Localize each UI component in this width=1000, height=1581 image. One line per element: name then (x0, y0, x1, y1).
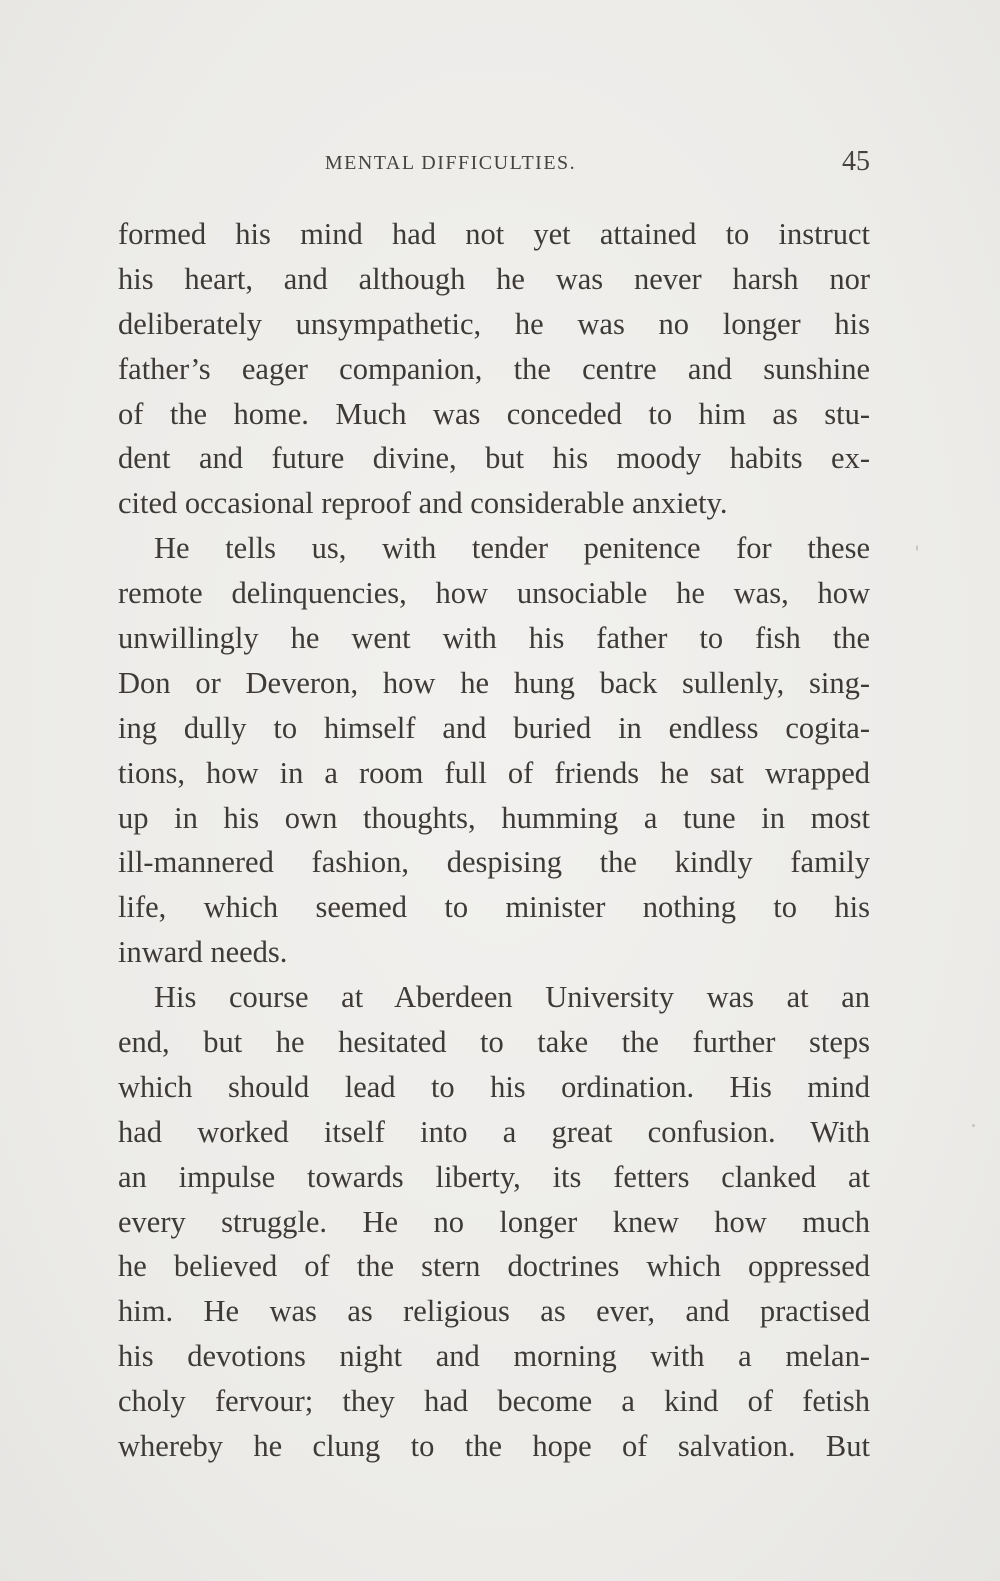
text-line: Don or Deveron, how he hung back sullenly, sing- (118, 665, 870, 700)
text-line: his heart, and although he was never harsh nor (118, 261, 870, 296)
text-line: inward needs. (118, 935, 288, 970)
text-line: choly fervour; they had become a kind of fetish (118, 1384, 870, 1419)
text-line: whereby he clung to the hope of salvation. But (118, 1429, 870, 1464)
text-line: remote delinquencies, how unsociable he was, how (118, 576, 870, 611)
text-line: tions, how in a room full of friends he sat wrapped (118, 755, 870, 790)
paragraph-first-line: He tells us, with tender penitence for these (154, 531, 870, 566)
text-line: ing dully to himself and buried in endless cogita- (118, 710, 870, 745)
text-line: every struggle. He no longer knew how much (118, 1204, 870, 1239)
text-line: which should lead to his ordination. His mind (118, 1069, 870, 1104)
paragraph-first-line: His course at Aberdeen University was at an (154, 980, 870, 1015)
text-line: deliberately unsympathetic, he was no longer his (118, 306, 870, 341)
page-number: 45 (842, 146, 870, 177)
body-text (118, 212, 870, 1469)
text-line: dent and future divine, but his moody habits ex- (118, 441, 870, 476)
text-line: ill-mannered fashion, despising the kindly family (118, 845, 870, 880)
text-line: had worked itself into a great confusion. With (118, 1114, 870, 1149)
text-line: up in his own thoughts, humming a tune in most (118, 800, 870, 835)
text-line: him. He was as religious as ever, and practised (118, 1294, 870, 1329)
text-line: unwillingly he went with his father to fish the (118, 621, 870, 656)
paper-speck (972, 1124, 975, 1127)
text-line: his devotions night and morning with a melan- (118, 1339, 870, 1374)
paper-speck (916, 545, 918, 551)
text-line: formed his mind had not yet attained to instruct (118, 217, 870, 251)
text-line: cited occasional reproof and considerable anxiety. (118, 486, 728, 521)
text-line: of the home. Much was conceded to him as stu- (118, 396, 870, 431)
text-line: he believed of the stern doctrines which oppressed (118, 1249, 870, 1284)
text-line: an impulse towards liberty, its fetters clanked at (118, 1159, 870, 1194)
text-line: life, which seemed to minister nothing to his (118, 890, 870, 925)
text-line: father’s eager companion, the centre and sunshine (118, 351, 870, 386)
running-title: MENTAL DIFFICULTIES. (324, 152, 577, 174)
running-head (118, 146, 870, 182)
text-line: end, but he hesitated to take the further steps (118, 1025, 870, 1060)
